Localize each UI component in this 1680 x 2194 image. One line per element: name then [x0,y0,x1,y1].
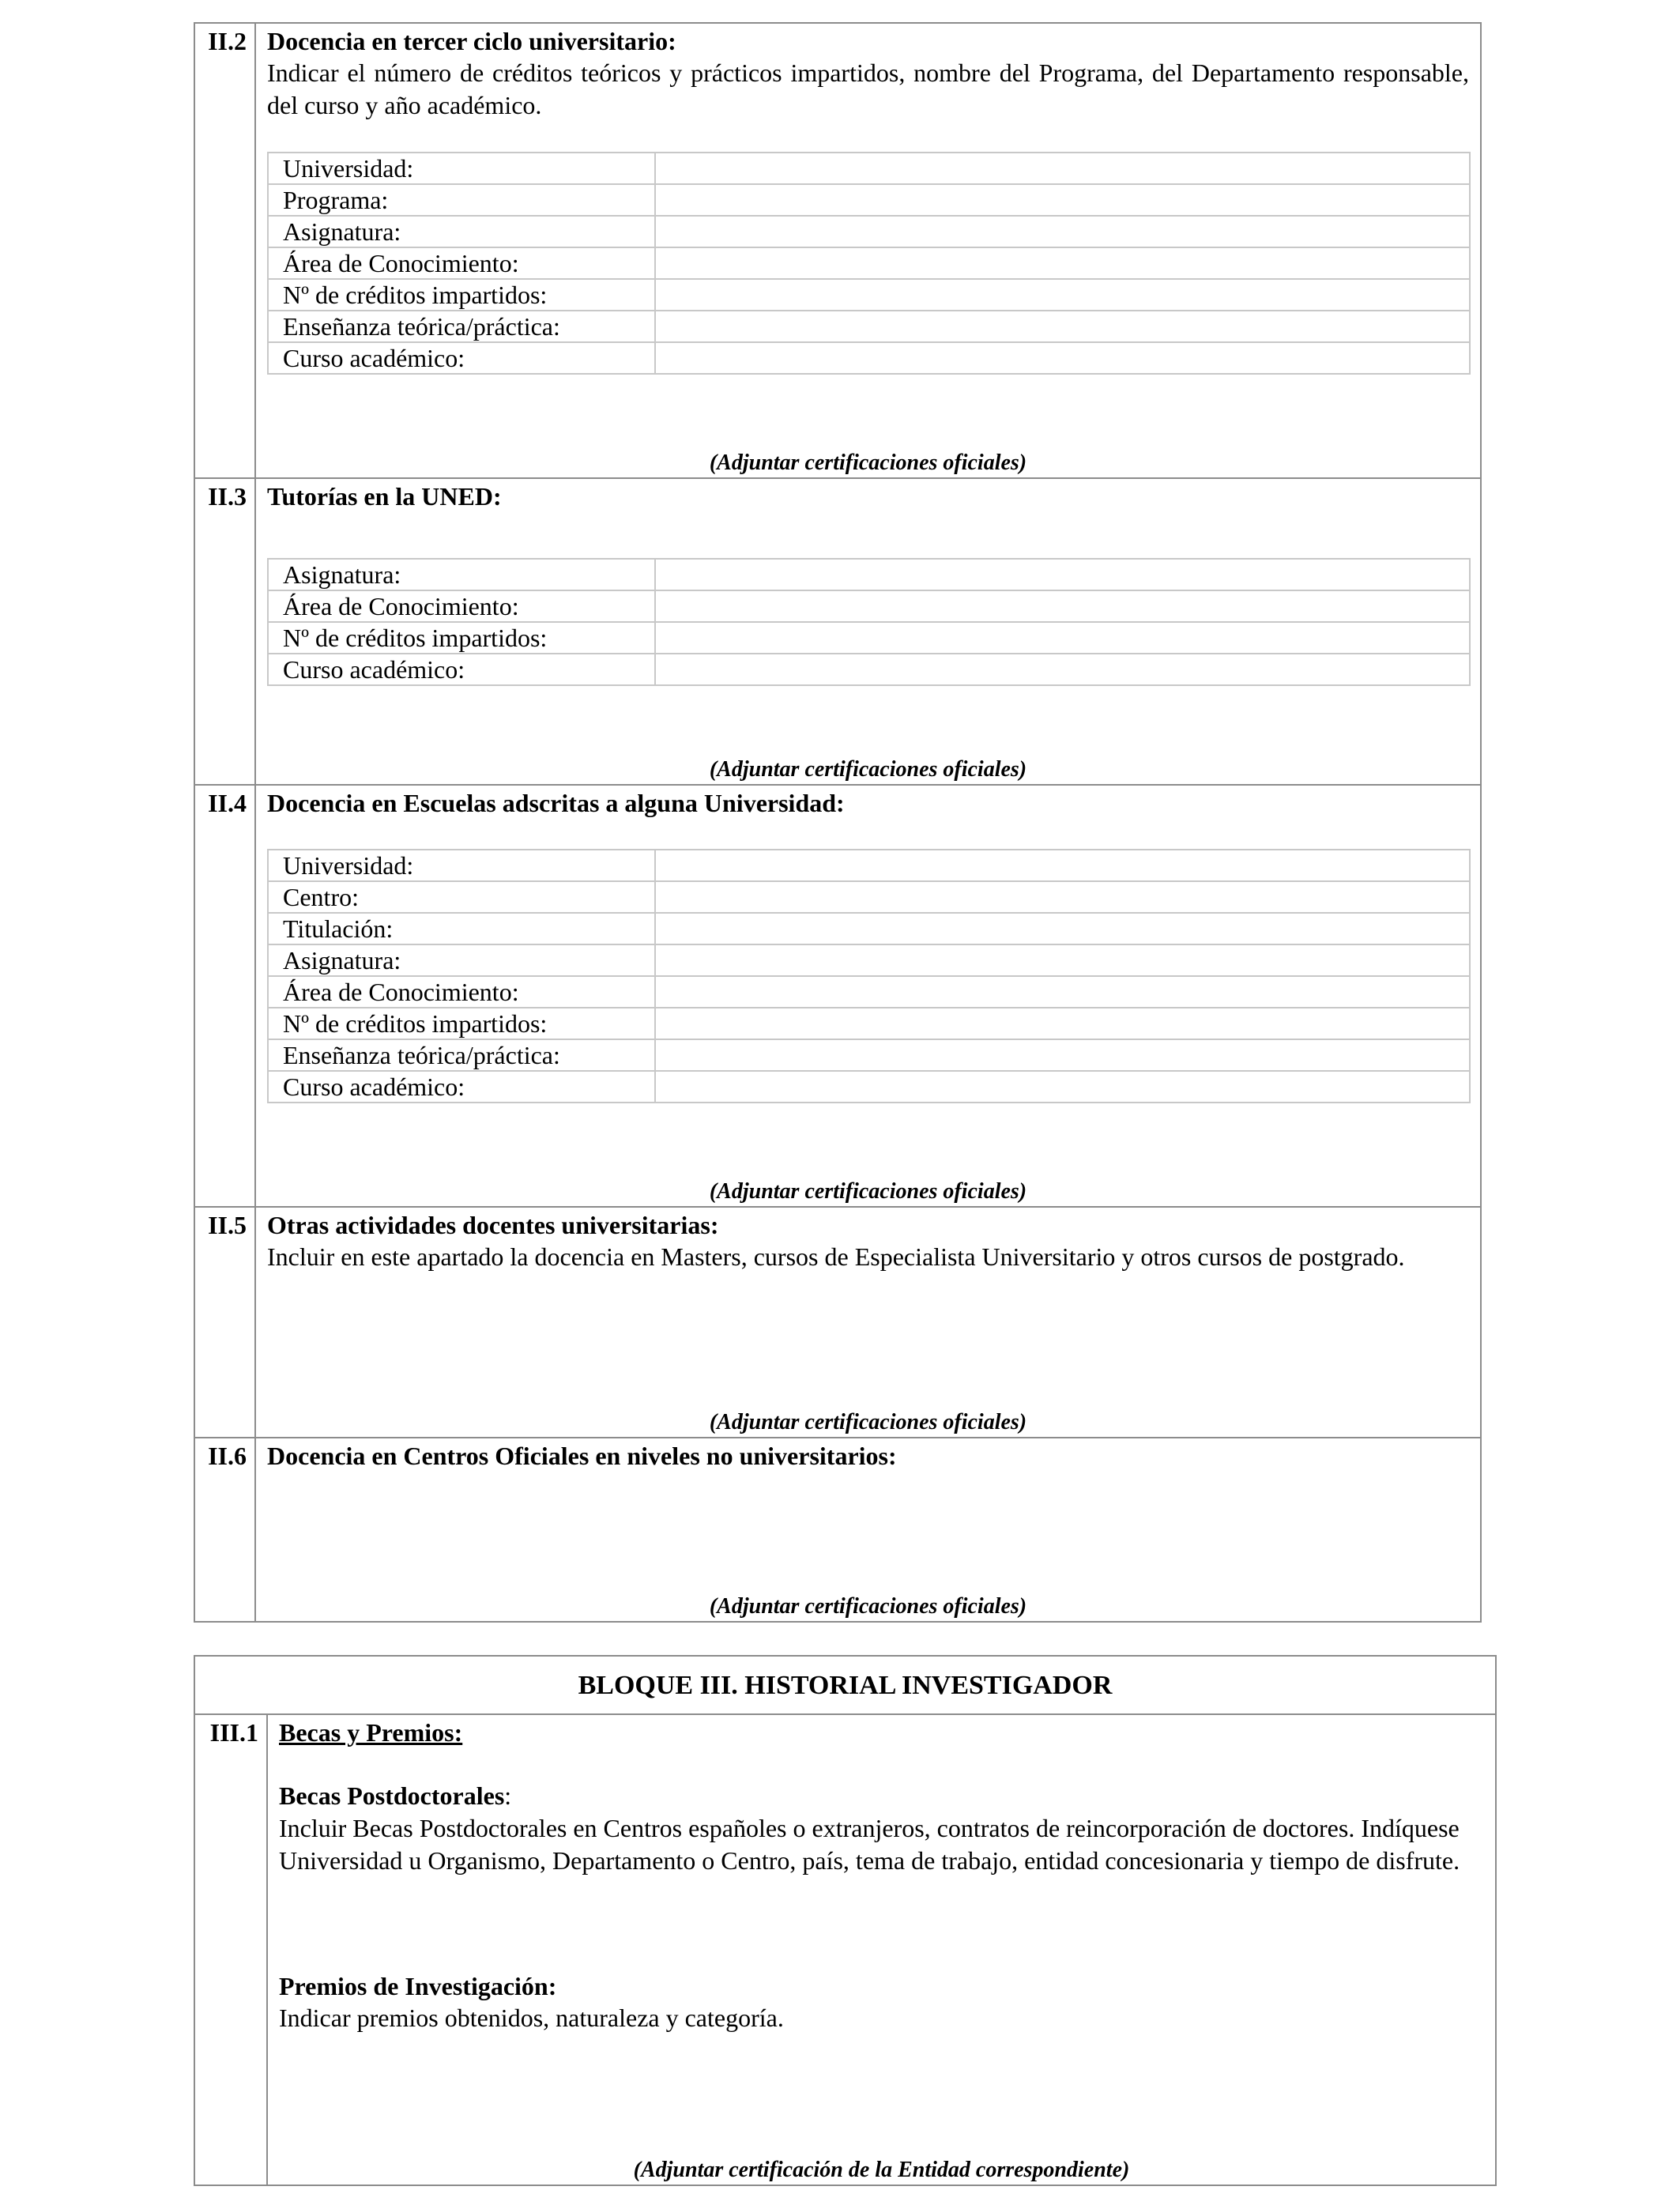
form-row [268,184,1470,216]
section-number: II.5 [195,1208,256,1437]
section-body [268,1715,1495,2185]
section-body [256,1208,1480,1437]
row-label: Titulación: [268,913,655,944]
section-title: Docencia en Centros Oficiales en niveles no universitarios: [267,1442,897,1470]
section-title: Docencia en Escuelas adscritas a alguna Universidad: [267,789,845,817]
row-value-field[interactable] [655,559,1470,590]
section-number: III.1 [195,1715,268,2185]
attach-note: (Adjuntar certificaciones oficiales) [709,450,1027,475]
row-value-field[interactable] [655,247,1470,279]
row-label: Área de Conocimiento: [268,590,655,622]
row-label: Enseñanza teórica/práctica: [268,1039,655,1071]
row-label: Área de Conocimiento: [268,247,655,279]
subsection-title: Premios de Investigación: [279,1972,557,2000]
block-heading: BLOQUE III. HISTORIAL INVESTIGADOR [195,1657,1495,1715]
section-number: II.6 [195,1438,256,1621]
row-label: Nº de créditos impartidos: [268,1008,655,1039]
form-row [268,913,1470,944]
attach-note: (Adjuntar certificaciones oficiales) [709,1179,1027,1204]
row-label: Universidad: [268,153,655,184]
row-value-field[interactable] [655,654,1470,685]
row-value-field[interactable] [655,153,1470,184]
form-row [268,342,1470,374]
row-value-field[interactable] [655,944,1470,976]
row-value-field[interactable] [655,1039,1470,1071]
form-row [268,976,1470,1008]
row-value-field[interactable] [655,850,1470,881]
attach-note: (Adjuntar certificaciones oficiales) [709,1594,1027,1619]
section-body [256,24,1480,477]
form-table [267,152,1471,375]
section-body [256,1438,1480,1621]
section-description: Indicar el número de créditos teóricos y prácticos impartidos, nombre del Programa, del Departamento responsable, del curso y año académico. [267,58,1469,119]
section-title: Docencia en tercer ciclo universitario: [267,27,676,55]
form-row [268,850,1470,881]
form-row [268,1039,1470,1071]
form-row [268,881,1470,913]
section-ii-6 [195,1437,1480,1621]
row-label: Universidad: [268,850,655,881]
form-table [267,849,1471,1103]
form-row [268,654,1470,685]
block-ii-table [194,22,1482,1623]
row-label: Nº de créditos impartidos: [268,622,655,654]
section-number: II.4 [195,786,256,1206]
row-label: Curso académico: [268,342,655,374]
form-row [268,559,1470,590]
row-label: Asignatura: [268,559,655,590]
section-title: Otras actividades docentes universitarias: [267,1211,719,1239]
section-title: Becas y Premios: [279,1718,463,1747]
subsection-heading [279,1780,1473,1812]
form-row [268,216,1470,247]
section-ii-4 [195,784,1480,1206]
row-label: Curso académico: [268,1071,655,1103]
row-label: Curso académico: [268,654,655,685]
row-value-field[interactable] [655,881,1470,913]
form-row [268,311,1470,342]
row-label: Centro: [268,881,655,913]
row-value-field[interactable] [655,1071,1470,1103]
section-iii-1 [195,1715,1495,2185]
row-label: Asignatura: [268,216,655,247]
form-table [267,558,1471,686]
section-ii-5 [195,1206,1480,1437]
row-value-field[interactable] [655,216,1470,247]
row-label: Enseñanza teórica/práctica: [268,311,655,342]
row-value-field[interactable] [655,622,1470,654]
row-label: Área de Conocimiento: [268,976,655,1008]
row-value-field[interactable] [655,342,1470,374]
form-row [268,590,1470,622]
section-description: Incluir en este apartado la docencia en Masters, cursos de Especialista Universitario y otros cursos de postgrado. [267,1242,1405,1271]
attach-note: (Adjuntar certificaciones oficiales) [709,757,1027,782]
attach-note: (Adjuntar certificaciones oficiales) [709,1410,1027,1434]
row-value-field[interactable] [655,279,1470,311]
form-row [268,622,1470,654]
section-number: II.2 [195,24,256,477]
row-value-field[interactable] [655,976,1470,1008]
block-iii-table [194,1655,1497,2186]
subsection-description: Indicar premios obtenidos, naturaleza y categoría. [279,2004,784,2032]
section-title: Tutorías en la UNED: [267,482,502,511]
section-ii-3 [195,477,1480,784]
row-label: Nº de créditos impartidos: [268,279,655,311]
subsection-description: Incluir Becas Postdoctorales en Centros españoles o extranjeros, contratos de reincorporación de doctores. Indíquese Universidad u Organismo, Departamento o Centro, país, tema de trabajo, entidad concesionaria y tiempo de disfrute. [279,1814,1460,1875]
row-label: Programa: [268,184,655,216]
row-label: Asignatura: [268,944,655,976]
form-row [268,247,1470,279]
subsection-colon: : [504,1781,512,1810]
section-number: II.3 [195,479,256,784]
form-row [268,944,1470,976]
row-value-field[interactable] [655,913,1470,944]
row-value-field[interactable] [655,590,1470,622]
row-value-field[interactable] [655,184,1470,216]
section-body [256,479,1480,784]
section-body [256,786,1480,1206]
row-value-field[interactable] [655,1008,1470,1039]
form-row [268,279,1470,311]
form-row [268,1008,1470,1039]
subsection-title: Becas Postdoctorales [279,1781,505,1810]
section-ii-2 [195,24,1480,477]
form-row [268,153,1470,184]
attach-note: (Adjuntar certificación de la Entidad correspondiente) [633,2158,1130,2182]
form-row [268,1071,1470,1103]
row-value-field[interactable] [655,311,1470,342]
